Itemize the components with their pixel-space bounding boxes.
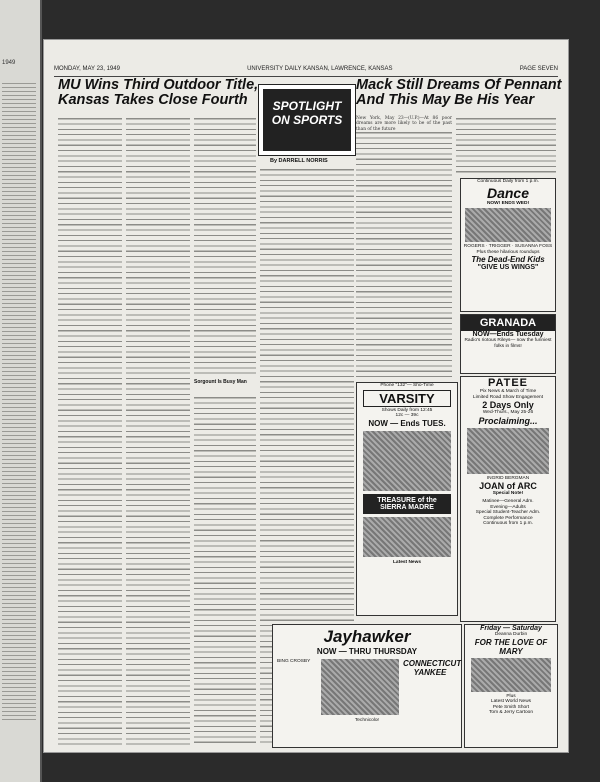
granada-now: NOW—Ends Tuesday bbox=[472, 331, 544, 338]
varsity-ad bbox=[356, 382, 458, 616]
varsity-news: Latest News bbox=[393, 559, 421, 565]
varsity-film: TREASURE of the SIERRA MADRE bbox=[363, 494, 451, 514]
jayhawker-name: Jayhawker bbox=[323, 627, 411, 646]
patee-engagement: Limited Road Show Engagement bbox=[472, 394, 544, 400]
issue-date: MONDAY, MAY 23, 1949 bbox=[54, 66, 120, 72]
patee-film: JOAN of ARC bbox=[479, 481, 537, 492]
friday-photo bbox=[471, 658, 551, 692]
right-story-dateline: New York, May 23—(U.P.)—At 86 poor dreams are more likely to be of the past bbox=[356, 116, 452, 127]
spotlight-column-logo bbox=[258, 84, 356, 156]
story-column-3b bbox=[194, 395, 256, 746]
jayhawker-dates: NOW — THRU THURSDAY bbox=[316, 647, 418, 656]
left-story-headline: MU Wins Third Outdoor Title, Kansas Takes Close Fourth bbox=[58, 77, 259, 109]
jayhawker-photo bbox=[321, 659, 399, 715]
patee-news: Pix News & March of Time bbox=[479, 389, 537, 394]
column-byline: By DARRELL NORRIS bbox=[270, 158, 328, 164]
dance-roundups: Plus these hilarious roundups bbox=[476, 249, 540, 255]
patee-ad bbox=[460, 376, 556, 622]
patee-star: INGRID BERGMAN bbox=[486, 475, 530, 481]
friday-film: FOR THE LOVE OF MARY bbox=[474, 637, 548, 656]
patee-special-note: Special Note! bbox=[492, 491, 524, 497]
story-column-1 bbox=[58, 116, 122, 746]
dance-now: NOW! ENDS WED! bbox=[486, 200, 530, 206]
varsity-shows: Shows Daily from 12:45 bbox=[381, 407, 433, 413]
varsity-prices: 12c — 39c bbox=[395, 413, 419, 419]
dance-title: Dance bbox=[486, 184, 530, 201]
friday-star: Deanna Durbin bbox=[494, 632, 528, 637]
right-story-text-2 bbox=[456, 116, 556, 174]
granada-name: GRANADA bbox=[461, 315, 555, 331]
price-student: Special Student-Teacher Adm. bbox=[475, 510, 541, 516]
page-number: PAGE SEVEN bbox=[519, 66, 558, 72]
granada-ad bbox=[460, 314, 556, 374]
spotlight-title: SPOTLIGHT ON SPORTS bbox=[263, 89, 351, 151]
friday-saturday-ad bbox=[464, 624, 558, 748]
dance-showtime: Continuous Daily from 1 p.m. bbox=[477, 179, 539, 184]
running-head bbox=[54, 66, 558, 77]
dance-stars: ROGERS · TRIGGER · SUSANNA FOSS bbox=[463, 244, 553, 250]
patee-dates: Wed-Thurs., May 25-26 bbox=[482, 410, 534, 416]
patee-days: 2 Days Only bbox=[482, 400, 534, 411]
friday-cartoon: Tom & Jerry Cartoon bbox=[489, 710, 533, 716]
varsity-photo-2 bbox=[363, 517, 451, 557]
varsity-now: NOW — Ends TUES. bbox=[368, 418, 446, 428]
paper-name: UNIVERSITY DAILY KANSAN, LAWRENCE, KANSAS bbox=[247, 66, 393, 72]
varsity-photo bbox=[363, 431, 451, 491]
right-story-headline: Mack Still Dreams Of Pennant And This May Be His Year bbox=[356, 77, 562, 109]
previous-page-edge bbox=[0, 0, 42, 782]
story-column-3 bbox=[194, 116, 256, 376]
price-evening: Evening—Adults bbox=[490, 504, 526, 510]
granada-tagline: Radio's riotous Rileys— now the funniest folks in films! bbox=[464, 338, 552, 349]
dance-tagline: "GIVE US WINGS" bbox=[477, 264, 539, 272]
friday-news: Latest World News bbox=[490, 699, 532, 705]
price-complete: Complete Performance bbox=[483, 515, 533, 521]
newspaper-page bbox=[44, 40, 568, 752]
varsity-phone: Phone "132"— Sho-Time bbox=[380, 383, 434, 388]
right-story-text-1 bbox=[356, 130, 452, 378]
friday-plus: Plus bbox=[506, 693, 516, 699]
jayhawker-ad bbox=[272, 624, 462, 748]
dance-photo bbox=[465, 208, 551, 242]
previous-page-header: 1949 bbox=[2, 60, 16, 66]
friday-short: Pete Smith Short bbox=[492, 704, 530, 710]
patee-name: PATEE bbox=[487, 377, 529, 389]
jayhawker-technicolor: Technicolor bbox=[354, 718, 380, 723]
patee-proclaiming: Proclaiming... bbox=[478, 415, 538, 426]
patee-photo bbox=[467, 428, 549, 474]
friday-title: Friday — Saturday bbox=[480, 625, 542, 632]
dance-feature: The Dead-End Kids bbox=[471, 255, 545, 265]
story-column-2 bbox=[126, 116, 190, 746]
dance-theater-ad bbox=[460, 178, 556, 312]
previous-page-column bbox=[2, 80, 36, 720]
price-matinee: Matinee—General Adm. bbox=[482, 498, 534, 504]
varsity-name: VARSITY bbox=[363, 390, 451, 407]
jayhawker-film: CONNECTICUT YANKEE bbox=[403, 659, 462, 677]
price-continuous: Continuous from 1 p.m. bbox=[483, 521, 533, 527]
sidebar-headline: Sorgount Is Busy Man bbox=[194, 379, 247, 385]
jayhawker-star: BING CROSBY bbox=[277, 659, 311, 664]
